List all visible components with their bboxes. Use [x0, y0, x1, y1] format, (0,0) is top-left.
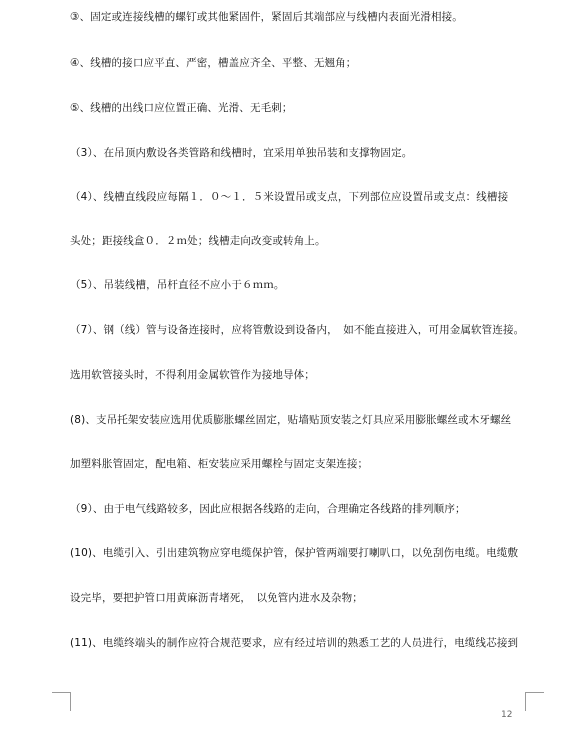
paragraph-line-13: (10)、电缆引入、引出建筑物应穿电缆保护管，保护管两端要打喇叭口，以免刮伤电缆。电缆敷	[70, 547, 519, 559]
paragraph-line-14: 设完毕，要把护管口用黄麻沥青堵死， 以免管内进水及杂物；	[70, 592, 363, 604]
crop-mark-right	[525, 692, 544, 711]
paragraph-line-3: ⑤、线槽的出线口应位置正确、光滑、无毛刺；	[70, 102, 293, 114]
paragraph-line-10: (8)、支吊托架安装应选用优质膨胀螺丝固定，贴墙贴顶安装之灯具应采用膨胀螺丝或木牙螺丝	[70, 414, 512, 426]
paragraph-line-1: ③、固定或连接线槽的螺钉或其他紧固件，紧固后其端部应与线槽内表面光滑相接。	[70, 11, 463, 23]
paragraph-line-15: (11)、电缆终端头的制作应符合规范要求，应有经过培训的熟悉工艺的人员进行，电缆线芯接到	[70, 637, 519, 649]
paragraph-line-11: 加塑料胀管固定，配电箱、柜安装应采用螺栓与固定支架连接；	[70, 458, 369, 470]
paragraph-line-9: 选用软管接头时，不得利用金属软管作为接地导体；	[70, 369, 315, 381]
crop-mark-left	[52, 692, 71, 711]
paragraph-line-4: （3）、在吊顶内敷设各类管路和线槽时，宜采用单独吊装和支撑物固定。	[70, 147, 413, 159]
paragraph-line-12: （9）、由于电气线路较多，因此应根据各线路的走向，合理确定各线路的排列顺序；	[70, 503, 466, 515]
paragraph-line-8: （7）、钢（线）管与设备连接时，应将管敷设到设备内， 如不能直接进入，可用金属软管连接。	[70, 324, 525, 336]
page-number: 12	[501, 710, 513, 720]
paragraph-line-5: （4）、线槽直线段应每隔１．０～１．５米设置吊或支点，下列部位应设置吊或支点：线槽接	[70, 191, 509, 203]
paragraph-line-2: ④、线槽的接口应平直、严密，槽盖应齐全、平整、无翘角；	[70, 57, 357, 69]
paragraph-line-6: 头处；距接线盒０．２ｍ处；线槽走向改变或转角上。	[70, 235, 326, 247]
paragraph-line-7: （5）、吊装线槽，吊杆直径不应小于６ｍｍ。	[70, 279, 285, 291]
